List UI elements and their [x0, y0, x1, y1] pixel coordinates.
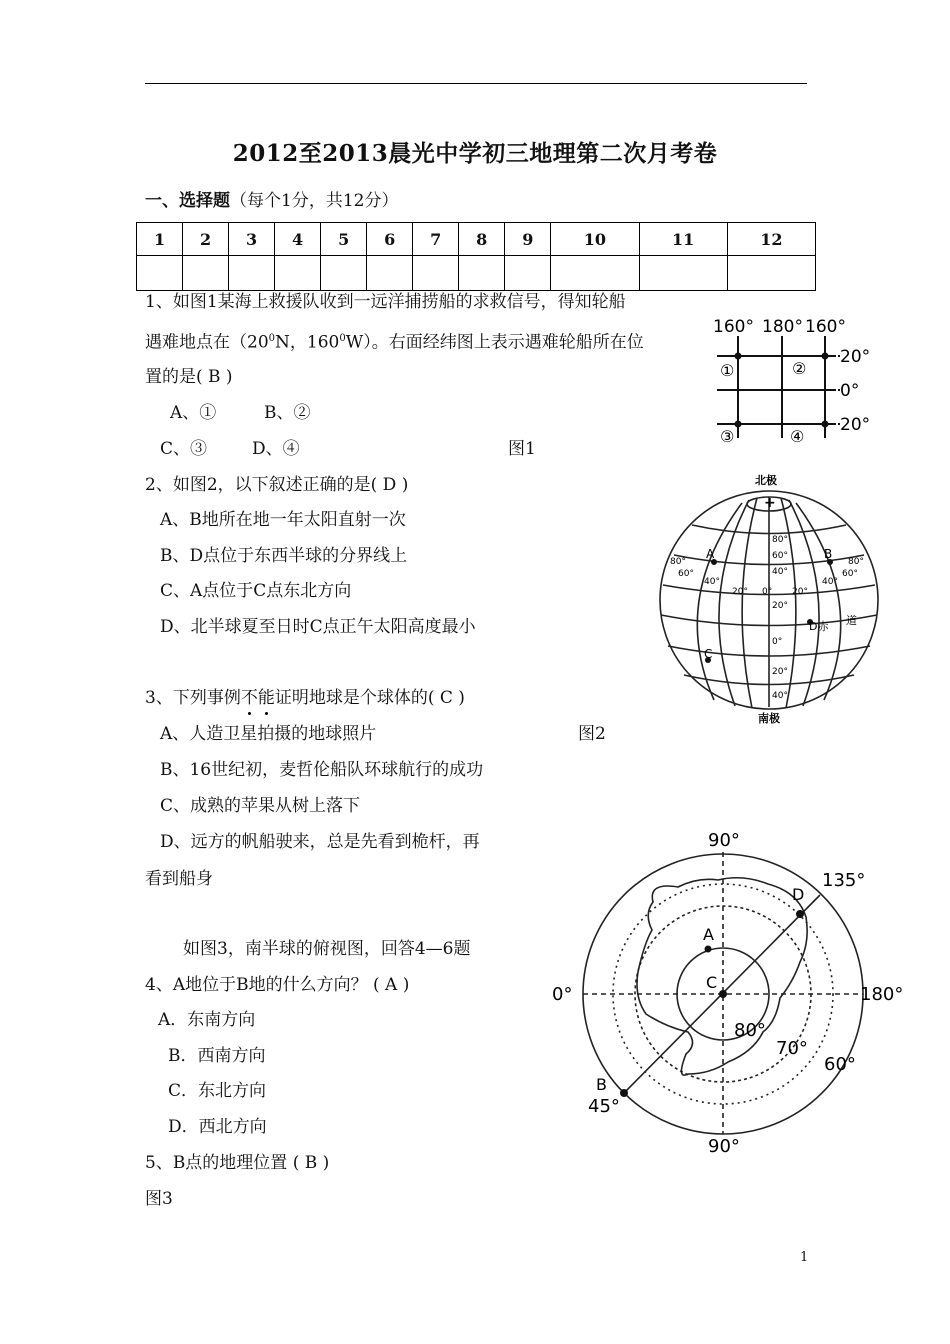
fig2-lat-tick: 60°	[772, 551, 788, 561]
fig1-marker-2: ②	[792, 359, 807, 378]
fig1-top-label-3: 160°	[805, 317, 846, 337]
fig3-point-b: B	[596, 1075, 607, 1094]
q1-option-d: D、④	[252, 439, 300, 459]
fig1-marker-4: ④	[790, 427, 805, 446]
q2-option-b: B、D点位于东西半球的分界线上	[160, 546, 408, 566]
q2-stem: 2、如图2，以下叙述正确的是( D )	[145, 475, 409, 495]
answer-cell[interactable]	[275, 256, 321, 291]
q1-option-b: B、②	[264, 403, 311, 423]
q1-sup2: 0	[339, 333, 346, 344]
fig2-pole-mark: +	[764, 495, 776, 511]
fig3-polar-diagram	[548, 822, 918, 1167]
q1-sup1: 0	[268, 333, 276, 344]
fig2-point-d: D赤	[809, 620, 829, 633]
fig3-point-c: C	[706, 973, 718, 992]
q3-option-a: A、人造卫星拍摄的地球照片	[160, 724, 377, 744]
q3-option-d-continued: 看到船身	[145, 869, 213, 889]
q1-line2	[145, 328, 644, 354]
fig1-right-label-2: 0°	[840, 381, 860, 401]
answer-table-header-row	[137, 223, 816, 256]
fig2-caption: 图2	[578, 724, 606, 744]
fig2-left-tick: 20°	[732, 587, 748, 597]
fig2-right-tick: 40°	[822, 577, 838, 587]
answer-col-8: 8	[459, 223, 505, 256]
answer-cell[interactable]	[551, 256, 639, 291]
fig1-point	[735, 421, 742, 428]
fig2-right-tick: 20°	[792, 587, 808, 597]
answer-col-4: 4	[275, 223, 321, 256]
answer-col-11: 11	[639, 223, 727, 256]
fig2-lat-tick: 40°	[772, 691, 788, 701]
q4-option-c: C．东北方向	[168, 1081, 267, 1101]
q1-line3: 置的是( B )	[145, 367, 233, 387]
fig2-point-a: A	[706, 547, 715, 561]
fig1-caption: 图1	[508, 439, 536, 459]
fig1-top-label-1: 160°	[713, 317, 754, 337]
section-note: （每个1分，共12分）	[230, 191, 399, 211]
fig2-lat-tick: 0°	[772, 637, 783, 647]
fig2-right-tick: 80°	[848, 557, 864, 567]
q4-option-d: D．西北方向	[168, 1117, 267, 1137]
fig1-right-label-1: 20°	[840, 347, 871, 367]
fig3-deg-right: 180°	[860, 984, 904, 1005]
page-number: 1	[800, 1250, 809, 1265]
fig3-deg-top: 90°	[708, 830, 740, 851]
q1-option-c: C、③	[160, 439, 208, 459]
fig2-south-label: 南极	[758, 712, 780, 725]
q1-option-a: A、①	[170, 403, 217, 423]
q3-option-c: C、成熟的苹果从树上落下	[160, 796, 361, 816]
q3-stem-b: 证明地球是个球体的( C )	[274, 688, 465, 708]
fig2-left-tick: 40°	[704, 577, 720, 587]
fig3-lat-80: 80°	[734, 1020, 766, 1041]
answer-table-blank-row	[137, 256, 816, 291]
fig1-right-label-3: 20°	[840, 415, 871, 435]
fig2-equator-label: 道	[846, 614, 857, 627]
q4-stem: 4、A地位于B地的什么方向？ ( A )	[145, 975, 410, 995]
fig2-lat-tick: 40°	[772, 567, 788, 577]
fig1-grid-diagram	[712, 312, 882, 447]
fig1-point	[822, 421, 829, 428]
fig3-deg-45: 45°	[588, 1096, 620, 1117]
q3-option-b: B、16世纪初，麦哲伦船队环球航行的成功	[160, 760, 484, 780]
q1-line2-b: N，160	[275, 332, 340, 353]
q3-stem-a: 3、下列事例	[145, 688, 241, 708]
fig1-top-label-2: 180°	[762, 317, 803, 337]
answer-col-2: 2	[183, 223, 229, 256]
answer-cell[interactable]	[229, 256, 275, 291]
answer-cell[interactable]	[459, 256, 505, 291]
q2-option-d: D、北半球夏至日时C点正午太阳高度最小	[160, 617, 476, 637]
fig2-center-tick: 0°	[762, 587, 773, 597]
q2-option-a: A、B地所在地一年太阳直射一次	[160, 510, 406, 530]
answer-cell[interactable]	[321, 256, 367, 291]
fig3-deg-135: 135°	[822, 870, 866, 891]
fig3-point-d: D	[792, 885, 805, 904]
fig3-lat-70: 70°	[776, 1038, 808, 1059]
fig2-point-c: C	[704, 647, 713, 661]
fig2-north-label: 北极	[755, 474, 777, 487]
fig2-lat-tick: 80°	[772, 535, 788, 545]
q3-stem	[145, 687, 465, 709]
q3-option-d: D、远方的帆船驶来，总是先看到桅杆，再	[160, 832, 480, 852]
answer-table	[136, 222, 816, 291]
q1-line1: 1、如图1某海上救援队收到一远洋捕捞船的求救信号，得知轮船	[145, 292, 626, 312]
fig1-marker-3: ③	[720, 427, 735, 446]
fig2-lat-tick: 20°	[772, 667, 788, 677]
q2-option-c: C、A点位于C点东北方向	[160, 581, 352, 601]
fig2-left-tick: 80°	[670, 557, 686, 567]
answer-col-7: 7	[413, 223, 459, 256]
q1-line2-a: 遇难地点在（20	[145, 332, 269, 353]
fig3-caption: 图3	[145, 1189, 173, 1209]
answer-col-1: 1	[137, 223, 183, 256]
fig2-point-b: B	[824, 547, 833, 561]
fig2-globe-diagram	[652, 470, 887, 725]
fig2-lat-tick: 20°	[772, 601, 788, 611]
fig1-point	[822, 353, 829, 360]
header-rule	[145, 83, 807, 84]
answer-col-3: 3	[229, 223, 275, 256]
fig1-marker-1: ①	[720, 361, 735, 380]
answer-cell[interactable]	[413, 256, 459, 291]
page-title: 2012至2013晨光中学初三地理第二次月考卷	[232, 140, 718, 167]
answer-col-9: 9	[505, 223, 551, 256]
fig3-deg-bottom: 90°	[708, 1136, 740, 1157]
answer-col-12: 12	[727, 223, 815, 256]
fig3-lat-60: 60°	[824, 1054, 856, 1075]
fig1-point	[735, 353, 742, 360]
fig3-point-a: A	[703, 925, 714, 944]
section-label: 一、选择题	[145, 191, 230, 211]
q3-emphasis-1: 不	[240, 688, 258, 708]
answer-cell[interactable]	[639, 256, 727, 291]
fig2-right-tick: 60°	[842, 569, 858, 579]
answer-col-5: 5	[321, 223, 367, 256]
section-heading	[145, 190, 398, 212]
q5-stem: 5、B点的地理位置 ( B )	[145, 1153, 330, 1173]
answer-cell[interactable]	[367, 256, 413, 291]
fig3-deg-left: 0°	[552, 984, 573, 1005]
q3-emphasis-2: 能	[257, 688, 275, 708]
q4-6-intro: 如图3，南半球的俯视图，回答4—6题	[183, 939, 471, 959]
q1-line2-c: W）。右面经纬图上表示遇难轮船所在位	[345, 332, 644, 353]
q4-option-a: A．东南方向	[158, 1010, 256, 1030]
answer-col-10: 10	[551, 223, 639, 256]
answer-col-6: 6	[367, 223, 413, 256]
fig2-left-tick: 60°	[678, 569, 694, 579]
answer-cell[interactable]	[137, 256, 183, 291]
answer-cell[interactable]	[505, 256, 551, 291]
answer-cell[interactable]	[183, 256, 229, 291]
answer-cell[interactable]	[727, 256, 815, 291]
q4-option-b: B．西南方向	[168, 1046, 266, 1066]
